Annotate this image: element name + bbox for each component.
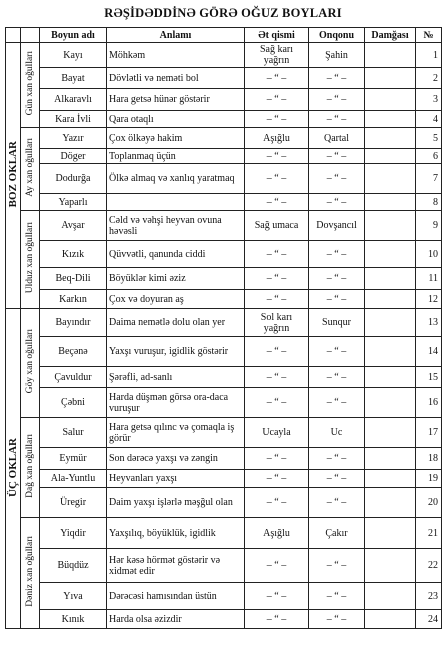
tribe-meaning: Daima nemətlə dolu olan yer	[107, 309, 245, 337]
tribe-et-qismi: – “ –	[245, 149, 309, 164]
tribe-damga	[365, 149, 416, 164]
tribe-damga	[365, 43, 416, 68]
table-row	[6, 610, 442, 629]
tribe-damga	[365, 448, 416, 470]
tribe-et-qismi: – “ –	[245, 470, 309, 488]
tribe-meaning: Qüvvətli, qanunda ciddi	[107, 241, 245, 268]
tribe-name: Yaparlı	[40, 194, 107, 211]
group-label-uc-oklar: ÜÇ OKLAR	[6, 309, 21, 629]
tribe-et-qismi: – “ –	[245, 448, 309, 470]
subgroup-label-gun: Gün xan oğulları	[21, 43, 40, 128]
tribe-number: 23	[416, 583, 442, 610]
header-no: №	[416, 28, 442, 43]
table-row	[6, 290, 442, 309]
tribe-et-qismi: Sol karı yağrın	[245, 309, 309, 337]
subgroup-label-ulduz: Ulduz xan oğulları	[21, 211, 40, 309]
table-row	[6, 470, 442, 488]
tribe-onqon: – “ –	[309, 164, 365, 194]
tribe-meaning: Hər kəsə hörmət göstərir və xidmət edir	[107, 549, 245, 583]
tribe-meaning: Hara getsə hünər göstərir	[107, 89, 245, 111]
tribe-onqon: – “ –	[309, 268, 365, 290]
tribe-onqon: – “ –	[309, 111, 365, 128]
table-row	[6, 211, 442, 241]
tribe-damga	[365, 337, 416, 367]
tribe-meaning: Toplanmaq üçün	[107, 149, 245, 164]
tribe-name: Alkaravlı	[40, 89, 107, 111]
table-row	[6, 268, 442, 290]
tribe-number: 5	[416, 128, 442, 149]
tribe-number: 7	[416, 164, 442, 194]
tribe-et-qismi: – “ –	[245, 241, 309, 268]
tribe-et-qismi: – “ –	[245, 290, 309, 309]
header-row	[6, 28, 442, 43]
tribe-meaning: Böyüklər kimi əziz	[107, 268, 245, 290]
tribe-et-qismi: Sağ karı yağrın	[245, 43, 309, 68]
tribe-et-qismi: – “ –	[245, 68, 309, 89]
tribe-onqon: – “ –	[309, 448, 365, 470]
tribe-number: 6	[416, 149, 442, 164]
header-damgasi: Damğası	[365, 28, 416, 43]
tribe-onqon: – “ –	[309, 470, 365, 488]
tribe-number: 11	[416, 268, 442, 290]
tribe-meaning: Yaxşılıq, böyüklük, igidlik	[107, 518, 245, 549]
tribe-et-qismi: Aşığlu	[245, 518, 309, 549]
tribe-name: Kara İvli	[40, 111, 107, 128]
tribe-number: 4	[416, 111, 442, 128]
table-row	[6, 367, 442, 388]
tribe-name: Yiqdir	[40, 518, 107, 549]
tribe-damga	[365, 518, 416, 549]
tribe-name: Eymür	[40, 448, 107, 470]
tribe-name: Döger	[40, 149, 107, 164]
tribe-et-qismi: – “ –	[245, 583, 309, 610]
tribe-name: Bayındır	[40, 309, 107, 337]
tribe-number: 19	[416, 470, 442, 488]
tribe-et-qismi: – “ –	[245, 610, 309, 629]
table-row	[6, 448, 442, 470]
table-row	[6, 241, 442, 268]
tribe-number: 21	[416, 518, 442, 549]
tribe-name: Çəbni	[40, 388, 107, 418]
tribe-damga	[365, 164, 416, 194]
tribe-et-qismi: Sağ umaca	[245, 211, 309, 241]
tribe-name: Salur	[40, 418, 107, 448]
tribe-number: 24	[416, 610, 442, 629]
tribe-damga	[365, 470, 416, 488]
tribe-number: 13	[416, 309, 442, 337]
tribe-name: Büqdüz	[40, 549, 107, 583]
tribe-number: 14	[416, 337, 442, 367]
table-row	[6, 583, 442, 610]
tribe-damga	[365, 367, 416, 388]
header-onqonu: Onqonu	[309, 28, 365, 43]
tribe-number: 20	[416, 488, 442, 518]
table-row	[6, 68, 442, 89]
tribe-number: 1	[416, 43, 442, 68]
tribe-onqon: Qartal	[309, 128, 365, 149]
tribe-meaning	[107, 194, 245, 211]
tribe-onqon: – “ –	[309, 367, 365, 388]
tribe-name: Kayı	[40, 43, 107, 68]
oguz-tribes-table	[5, 27, 442, 629]
tribe-et-qismi: Ucayla	[245, 418, 309, 448]
tribe-et-qismi: – “ –	[245, 488, 309, 518]
table-row	[6, 149, 442, 164]
tribe-number: 3	[416, 89, 442, 111]
tribe-name: Çavuldur	[40, 367, 107, 388]
tribe-onqon: Çakır	[309, 518, 365, 549]
header-et-qismi: Ət qismi	[245, 28, 309, 43]
table-row	[6, 43, 442, 68]
tribe-meaning: Ölkə almaq və xanlıq yaratmaq	[107, 164, 245, 194]
subgroup-label-deniz: Dəniz xan oğulları	[21, 518, 40, 629]
tribe-damga	[365, 418, 416, 448]
tribe-damga	[365, 290, 416, 309]
tribe-meaning: Çox ölkəyə hakim	[107, 128, 245, 149]
tribe-onqon: – “ –	[309, 149, 365, 164]
tribe-meaning: Möhkəm	[107, 43, 245, 68]
tribe-number: 17	[416, 418, 442, 448]
tribe-name: Yıva	[40, 583, 107, 610]
tribe-onqon: – “ –	[309, 337, 365, 367]
subgroup-label-dag: Dağ xan oğulları	[21, 418, 40, 518]
table-row	[6, 488, 442, 518]
tribe-onqon: – “ –	[309, 290, 365, 309]
tribe-et-qismi: Aşığlu	[245, 128, 309, 149]
tribe-onqon: – “ –	[309, 89, 365, 111]
tribe-et-qismi: – “ –	[245, 164, 309, 194]
tribe-name: Beçənə	[40, 337, 107, 367]
tribe-name: Avşar	[40, 211, 107, 241]
tribe-onqon: – “ –	[309, 68, 365, 89]
table-row	[6, 128, 442, 149]
tribe-et-qismi: – “ –	[245, 194, 309, 211]
tribe-name: Yazır	[40, 128, 107, 149]
group-label-boz-oklar: BOZ OKLAR	[6, 43, 21, 309]
table-row	[6, 388, 442, 418]
tribe-et-qismi: – “ –	[245, 367, 309, 388]
subgroup-label-ay: Ay xan oğulları	[21, 128, 40, 211]
tribe-name: Karkın	[40, 290, 107, 309]
table-row	[6, 418, 442, 448]
tribe-onqon: – “ –	[309, 194, 365, 211]
tribe-onqon: Şahin	[309, 43, 365, 68]
tribe-onqon: – “ –	[309, 583, 365, 610]
tribe-meaning: Çox və doyuran aş	[107, 290, 245, 309]
tribe-damga	[365, 610, 416, 629]
tribe-damga	[365, 549, 416, 583]
tribe-et-qismi: – “ –	[245, 111, 309, 128]
tribe-damga	[365, 268, 416, 290]
tribe-et-qismi: – “ –	[245, 549, 309, 583]
tribe-damga	[365, 68, 416, 89]
table-row	[6, 518, 442, 549]
tribe-onqon: – “ –	[309, 610, 365, 629]
tribe-et-qismi: – “ –	[245, 337, 309, 367]
tribe-meaning: Dövlətli və neməti bol	[107, 68, 245, 89]
header-anlami: Anlamı	[107, 28, 245, 43]
tribe-meaning: Yaxşı vuruşur, igidlik göstərir	[107, 337, 245, 367]
table-row	[6, 309, 442, 337]
tribe-et-qismi: – “ –	[245, 89, 309, 111]
tribe-number: 16	[416, 388, 442, 418]
tribe-name: Dodurğa	[40, 164, 107, 194]
tribe-onqon: – “ –	[309, 549, 365, 583]
table-row	[6, 89, 442, 111]
tribe-number: 10	[416, 241, 442, 268]
tribe-meaning: Harda düşmən görsə ora-daca vuruşur	[107, 388, 245, 418]
table-row	[6, 549, 442, 583]
tribe-name: Kızık	[40, 241, 107, 268]
tribe-meaning: Hara getsə qılınc və çomaqla iş görür	[107, 418, 245, 448]
tribe-damga	[365, 388, 416, 418]
tribe-number: 12	[416, 290, 442, 309]
tribe-number: 8	[416, 194, 442, 211]
tribe-meaning: Daim yaxşı işlərlə məşğul olan	[107, 488, 245, 518]
tribe-meaning: Qara otaqlı	[107, 111, 245, 128]
tribe-damga	[365, 309, 416, 337]
table-row	[6, 194, 442, 211]
tribe-meaning: Dərəcəsi hamısından üstün	[107, 583, 245, 610]
table-row	[6, 111, 442, 128]
subgroup-label-goy: Göy xan oğulları	[21, 309, 40, 418]
tribe-damga	[365, 211, 416, 241]
tribe-meaning: Harda olsa əzizdir	[107, 610, 245, 629]
tribe-damga	[365, 89, 416, 111]
tribe-meaning: Cəld və vəhşi heyvan ovuna həvəsli	[107, 211, 245, 241]
tribe-number: 18	[416, 448, 442, 470]
tribe-et-qismi: – “ –	[245, 268, 309, 290]
table-row	[6, 337, 442, 367]
tribe-number: 15	[416, 367, 442, 388]
tribe-name: Beq-Dili	[40, 268, 107, 290]
tribe-number: 2	[416, 68, 442, 89]
tribe-name: Kınık	[40, 610, 107, 629]
tribe-meaning: Son dərəcə yaxşı və zəngin	[107, 448, 245, 470]
tribe-onqon: – “ –	[309, 488, 365, 518]
tribe-name: Ala-Yuntlu	[40, 470, 107, 488]
tribe-name: Üregir	[40, 488, 107, 518]
tribe-onqon: Dovşancıl	[309, 211, 365, 241]
tribe-damga	[365, 128, 416, 149]
page-title: RƏŞİDƏDDİNƏ GÖRƏ OĞUZ BOYLARI	[104, 6, 342, 20]
tribe-et-qismi: – “ –	[245, 388, 309, 418]
tribe-name: Bayat	[40, 68, 107, 89]
header-subgroup-blank	[21, 28, 40, 43]
tribe-damga	[365, 583, 416, 610]
tribe-onqon: Uc	[309, 418, 365, 448]
tribe-damga	[365, 194, 416, 211]
header-boyun-adi: Boyun adı	[40, 28, 107, 43]
tribe-meaning: Heyvanları yaxşı	[107, 470, 245, 488]
tribe-number: 22	[416, 549, 442, 583]
tribe-damga	[365, 488, 416, 518]
tribe-onqon: Sunqur	[309, 309, 365, 337]
tribe-meaning: Şərəfli, ad-sanlı	[107, 367, 245, 388]
table-row	[6, 164, 442, 194]
tribe-number: 9	[416, 211, 442, 241]
header-group-blank	[6, 28, 21, 43]
tribe-damga	[365, 111, 416, 128]
tribe-damga	[365, 241, 416, 268]
tribe-onqon: – “ –	[309, 241, 365, 268]
tribe-onqon: – “ –	[309, 388, 365, 418]
